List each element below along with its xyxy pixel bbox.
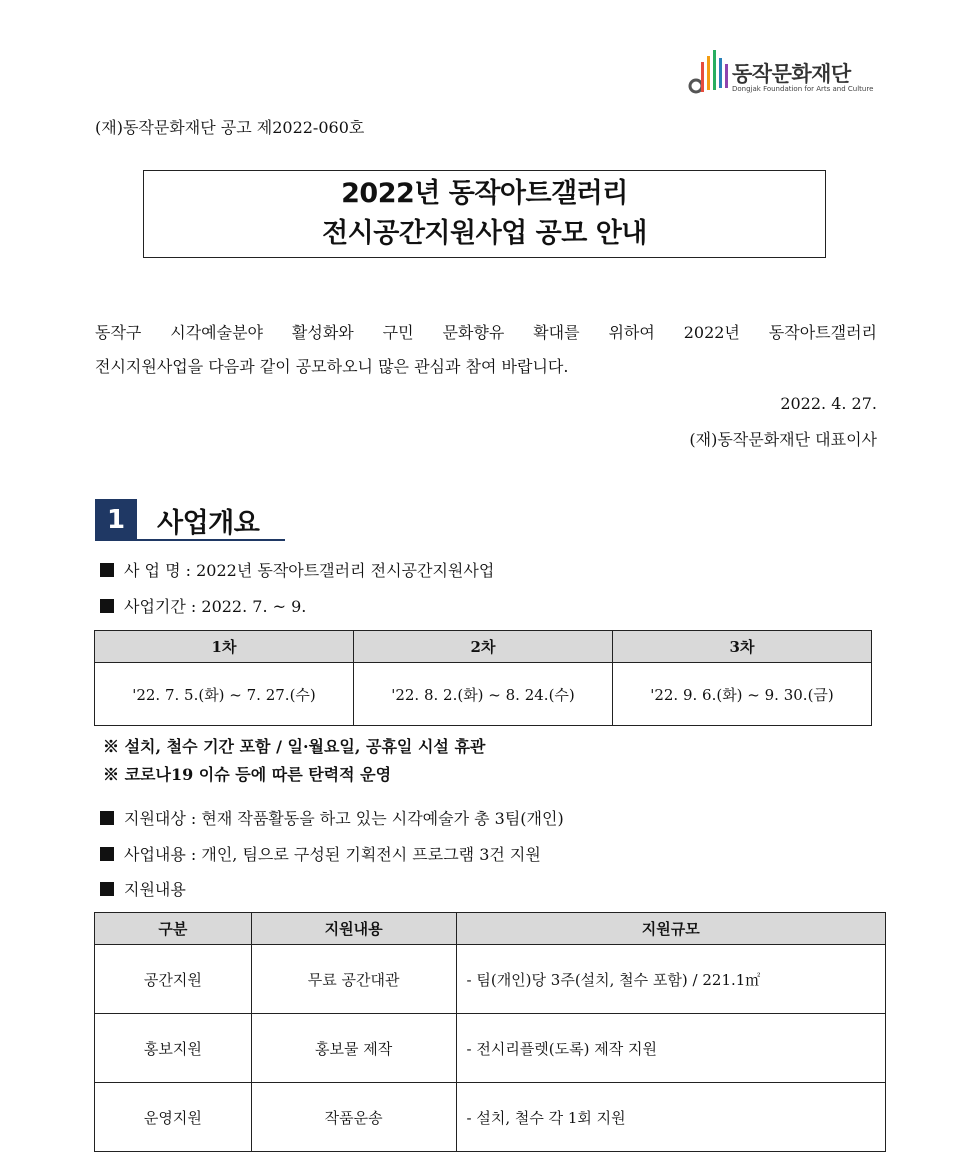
intro-line-2: 전시지원사업을 다음과 같이 공모하오니 많은 관심과 참여 바랍니다. (95, 357, 569, 376)
note-closure: ※ 설치, 철수 기간 포함 / 일·월요일, 공휴일 시설 휴관 (103, 737, 486, 756)
foundation-logo (688, 48, 888, 100)
schedule-table (94, 630, 872, 726)
schedule-cell: '22. 7. 5.(화) ~ 7. 27.(수) (95, 663, 354, 726)
section-title: 사업개요 (157, 508, 260, 539)
bullet-content: 사업내용 : 개인, 팀으로 구성된 기획전시 프로그램 3건 지원 (100, 842, 541, 865)
announcement-date: 2022. 4. 27. (780, 394, 877, 413)
support-scale: - 전시리플렛(도록) 제작 지원 (456, 1014, 885, 1083)
support-item: 홍보물 제작 (251, 1014, 456, 1083)
logo-bars-icon (688, 48, 728, 98)
signer: (재)동작문화재단 대표이사 (689, 430, 877, 449)
support-scale: - 팀(개인)당 3주(설치, 철수 포함) / 221.1㎡ (456, 945, 885, 1014)
support-header: 지원내용 (251, 913, 456, 945)
table-row (95, 1083, 886, 1152)
bullet-project-period: 사업기간 : 2022. 7. ~ 9. (100, 594, 306, 617)
bullet-support: 지원내용 (100, 877, 186, 900)
schedule-header: 1차 (95, 631, 354, 663)
schedule-header: 2차 (354, 631, 613, 663)
title-line-2: 전시공간지원사업 공모 안내 (322, 218, 647, 249)
support-category: 운영지원 (95, 1083, 252, 1152)
square-bullet-icon (100, 563, 114, 577)
table-row (95, 1014, 886, 1083)
bullet-target: 지원대상 : 현재 작품활동을 하고 있는 시각예술가 총 3팀(개인) (100, 806, 564, 829)
schedule-header: 3차 (613, 631, 872, 663)
logo-name: 동작문화재단 (732, 62, 851, 86)
schedule-cell: '22. 8. 2.(화) ~ 8. 24.(수) (354, 663, 613, 726)
support-item: 작품운송 (251, 1083, 456, 1152)
support-item: 무료 공간대관 (251, 945, 456, 1014)
table-header-row (95, 913, 886, 945)
document-title (143, 170, 826, 258)
note-covid: ※ 코로나19 이슈 등에 따른 탄력적 운영 (103, 765, 392, 784)
intro-line-1: 동작구 시각예술분야 활성화와 구민 문화향유 확대를 위하여 2022년 동작아트갤러리 (95, 323, 877, 342)
support-header: 지원규모 (456, 913, 885, 945)
support-category: 홍보지원 (95, 1014, 252, 1083)
support-header: 구분 (95, 913, 252, 945)
support-scale: - 설치, 철수 각 1회 지원 (456, 1083, 885, 1152)
section-heading (95, 499, 285, 541)
title-line-1: 2022년 동작아트갤러리 (341, 178, 628, 209)
schedule-cell: '22. 9. 6.(화) ~ 9. 30.(금) (613, 663, 872, 726)
square-bullet-icon (100, 847, 114, 861)
table-row (95, 945, 886, 1014)
section-number: 1 (95, 499, 137, 541)
support-table (94, 912, 886, 1152)
notice-number: (재)동작문화재단 공고 제2022-060호 (95, 118, 365, 137)
logo-subtitle: Dongjak Foundation for Arts and Culture (732, 85, 874, 93)
section-underline (95, 539, 285, 541)
square-bullet-icon (100, 599, 114, 613)
bullet-project-name: 사 업 명 : 2022년 동작아트갤러리 전시공간지원사업 (100, 558, 494, 581)
square-bullet-icon (100, 811, 114, 825)
square-bullet-icon (100, 882, 114, 896)
support-category: 공간지원 (95, 945, 252, 1014)
table-header-row (95, 631, 872, 663)
table-row (95, 663, 872, 726)
